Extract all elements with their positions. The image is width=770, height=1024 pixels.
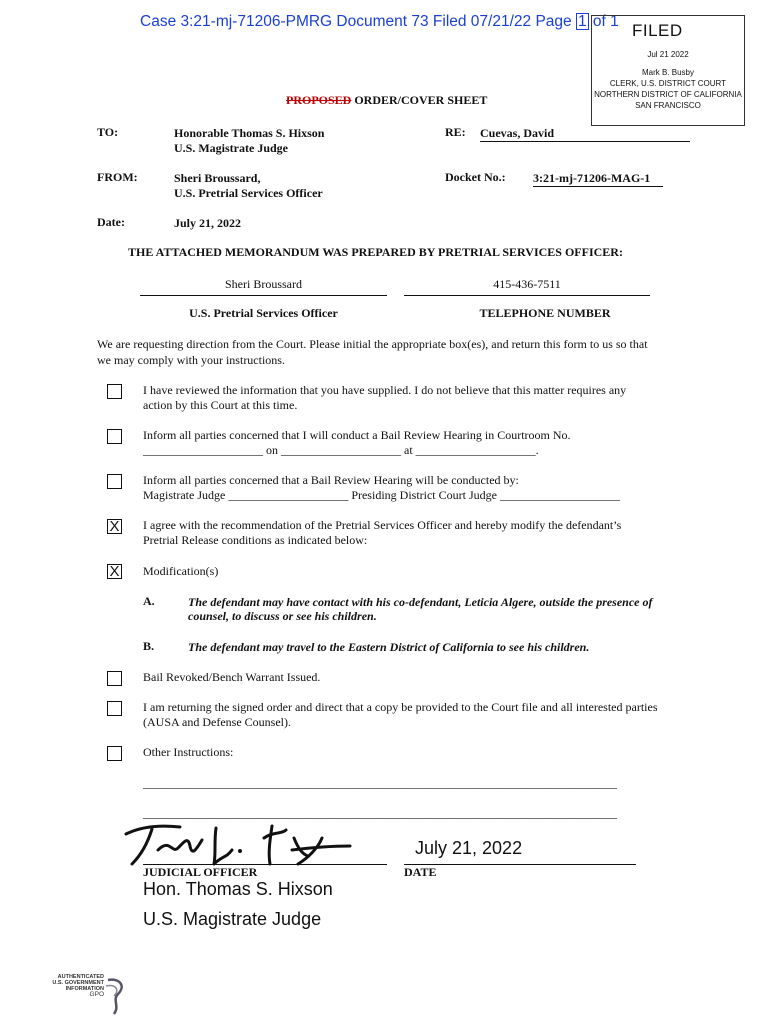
filed-line3: SAN FRANCISCO [635,101,701,110]
gpo-line2: U.S. GOVERNMENT [52,980,104,986]
signature-date: July 21, 2022 [415,838,523,858]
memo-heading: THE ATTACHED MEMORANDUM WAS PREPARED BY PRETRIAL SERVICES OFFICER: [128,245,623,259]
option-judge-line2: Magistrate Judge ____________________ Presiding District Court Judge ____________________ [143,488,620,502]
judge-signature [122,820,382,870]
option-no-action-line1: I have reviewed the information that you have supplied. I do not believe that this matter requires any [143,383,627,397]
gpo-line3: INFORMATION [65,986,104,992]
case-header [140,13,619,31]
officer-name: Sheri Broussard [140,276,387,296]
option-agree-line1: I agree with the recommendation of the Pretrial Services Officer and hereby modify the defendant’s [143,518,622,532]
eagle-icon [102,976,128,1016]
proposed-strike: PROPOSED [286,93,352,107]
judicial-officer-caption: JUDICIAL OFFICER [143,865,258,879]
option-courtroom-line2: ____________________ on ____________________ at ____________________. [143,443,539,457]
gpo-line1: AUTHENTICATED [57,974,104,980]
option-other-instructions: Other Instructions: [143,745,234,759]
intro-line1: We are requesting direction from the Court. Please initial the appropriate box(es), and return this form to us so that [97,337,648,351]
case-header-text: Case 3:21-mj-71206-PMRG Document 73 Filed 07/21/22 Page [140,13,576,30]
option-judge-line1: Inform all parties concerned that a Bail Review Hearing will be conducted by: [143,473,519,487]
phone-caption: TELEPHONE NUMBER [479,306,611,320]
option-agree-line2: Pretrial Release conditions as indicated below: [143,533,368,547]
mod-a-letter: A. [143,594,155,608]
filed-line2: NORTHERN DISTRICT OF CALIFORNIA [594,90,742,99]
option-bail-revoked: Bail Revoked/Bench Warrant Issued. [143,670,321,684]
mod-b-letter: B. [143,639,155,653]
gpo-line4: GPO [89,991,104,998]
mod-a-line2: counsel, to discuss or see his children. [188,609,377,623]
docket-value: 3:21-mj-71206-MAG-1 [533,170,663,187]
page-suffix: of 1 [588,13,619,30]
to-label: TO: [97,125,119,139]
officer-phone: 415-436-7511 [404,276,650,296]
checkbox-no-action[interactable] [107,384,122,399]
from-title: U.S. Pretrial Services Officer [174,186,323,200]
intro-line2: we may comply with your instructions. [97,353,285,367]
officer-caption: U.S. Pretrial Services Officer [189,306,338,320]
filed-date: Jul 21 2022 [647,50,689,59]
checkbox-modifications[interactable]: X [107,564,122,579]
checkbox-bail-revoked[interactable] [107,671,122,686]
mod-b-line1: The defendant may travel to the Eastern District of California to see his children. [188,640,590,654]
option-return-line1: I am returning the signed order and direct that a copy be provided to the Court file and all interested parties [143,700,658,714]
re-value: Cuevas, David [480,125,690,142]
page-number: 1 [577,13,587,30]
option-return-line2: (AUSA and Defense Counsel). [143,715,291,729]
filed-line1: CLERK, U.S. DISTRICT COURT [609,79,727,88]
gpo-logo [44,974,130,1020]
title-text: ORDER/COVER SHEET [351,93,488,107]
filed-stamp [588,13,745,126]
docket-label: Docket No.: [445,170,506,184]
checkbox-agree-recommendation[interactable]: X [107,519,122,534]
from-label: FROM: [97,170,138,184]
date-value: July 21, 2022 [174,216,242,230]
re-label: RE: [445,125,466,139]
date-label: Date: [97,215,125,229]
checkbox-bail-review-courtroom[interactable] [107,429,122,444]
judge-name: Hon. Thomas S. Hixson [143,879,333,899]
to-name: Honorable Thomas S. Hixson [174,126,325,140]
to-title: U.S. Magistrate Judge [174,141,288,155]
checkbox-return-signed-order[interactable] [107,701,122,716]
from-name: Sheri Broussard, [174,171,261,185]
judge-title: U.S. Magistrate Judge [143,909,322,929]
date-caption: DATE [404,865,437,879]
mod-a-line1: The defendant may have contact with his co-defendant, Leticia Algere, outside the presence of [188,595,653,609]
option-no-action-line2: action by this Court at this time. [143,398,298,412]
filed-title: FILED [632,21,683,40]
option-courtroom-line1: Inform all parties concerned that I will conduct a Bail Review Hearing in Courtroom No. [143,428,571,442]
page-title [286,93,487,108]
date-signature-line [404,864,636,865]
option-modifications: Modification(s) [143,564,219,578]
checkbox-bail-review-judge[interactable] [107,474,122,489]
instructions-line-1[interactable]: _______________________________________________________________________________ [143,776,617,790]
instructions-line-2[interactable]: _______________________________________________________________________________ [143,806,617,820]
filed-clerk: Mark B. Busby [641,68,694,77]
checkbox-other-instructions[interactable] [107,746,122,761]
